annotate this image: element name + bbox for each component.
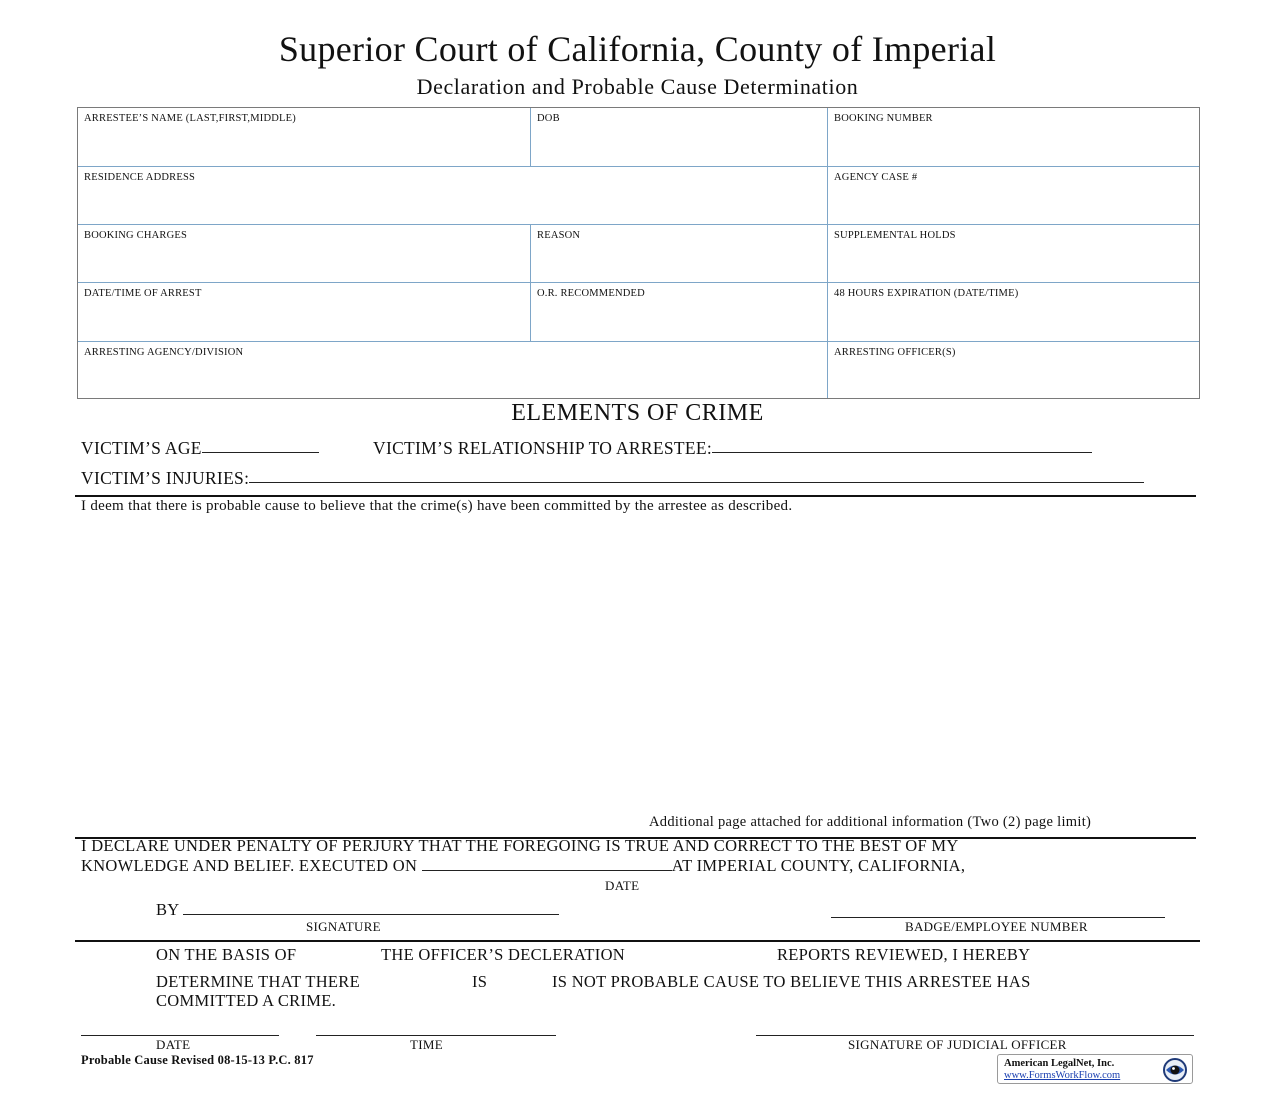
judicial-signature-field[interactable]: [756, 1016, 1198, 1036]
by-row: [156, 900, 559, 920]
arresting-agency-label: ARRESTING AGENCY/DIVISION: [84, 347, 244, 358]
victim-age-row: [81, 438, 319, 459]
victim-injuries-label: VICTIM’S INJURIES:: [81, 468, 250, 488]
judicial-signature-caption: SIGNATURE OF JUDICIAL OFFICER: [848, 1037, 1067, 1052]
date-time-arrest-label: DATE/TIME OF ARREST: [84, 288, 202, 299]
date-time-arrest-field[interactable]: [84, 311, 524, 335]
section-divider: [75, 495, 1196, 497]
booking-charges-field[interactable]: [84, 252, 524, 276]
booking-number-field[interactable]: [834, 136, 1193, 160]
arrestee-name-label: ARRESTEE’S NAME (LAST,FIRST,MIDDLE): [84, 113, 296, 124]
is-not-option: IS NOT PROBABLE CAUSE TO BELIEVE THIS ARRESTEE HAS: [552, 972, 1031, 991]
victim-injuries-row: [81, 468, 1144, 489]
booking-number-label: BOOKING NUMBER: [834, 113, 933, 124]
victim-age-blank: [202, 438, 319, 453]
declaration-location: AT IMPERIAL COUNTY, CALIFORNIA,: [671, 856, 966, 875]
supplemental-holds-cell: [828, 225, 1199, 283]
probable-cause-statement: I deem that there is probable cause to believe that the crime(s) have been committed by the arrestee as described.: [81, 498, 793, 514]
judicial-date-field[interactable]: [81, 1016, 283, 1036]
form-subtitle: Declaration and Probable Cause Determination: [416, 74, 859, 99]
victim-age-field[interactable]: [202, 441, 323, 459]
hours-expiration-label: 48 HOURS EXPIRATION (DATE/TIME): [834, 288, 1019, 299]
declaration-executed-on: KNOWLEDGE AND BELIEF. EXECUTED ON: [81, 856, 418, 875]
declaration-line-1: I DECLARE UNDER PENALTY OF PERJURY THAT THE FOREGOING IS TRUE AND CORRECT TO THE BEST OF MY: [81, 836, 959, 855]
badge-number-field[interactable]: [831, 900, 1169, 918]
logo-url-link[interactable]: www.FormsWorkFlow.com: [1004, 1070, 1121, 1081]
arresting-agency-cell: [78, 342, 828, 398]
victim-relationship-field[interactable]: [712, 441, 1096, 459]
legalnet-logo: [997, 1054, 1193, 1084]
arresting-officers-cell: [828, 342, 1199, 398]
executed-date-blank: [422, 856, 672, 871]
booking-charges-cell: [78, 225, 531, 283]
officer-signature-field[interactable]: [183, 902, 563, 920]
officer-signature-blank: [183, 900, 559, 915]
agency-case-cell: [828, 167, 1199, 225]
arresting-officers-label: ARRESTING OFFICER(S): [834, 347, 956, 358]
victim-injuries-field[interactable]: [249, 471, 1148, 489]
arrestee-name-field[interactable]: [84, 136, 524, 160]
victim-relationship-row: [373, 438, 1092, 459]
badge-caption: BADGE/EMPLOYEE NUMBER: [905, 919, 1088, 934]
reports-reviewed-option: REPORTS REVIEWED, I HEREBY: [777, 945, 1031, 964]
victim-age-label: VICTIM’S AGE: [81, 438, 202, 458]
narrative-textarea[interactable]: [80, 522, 1196, 816]
determine-label: DETERMINE THAT THERE: [156, 972, 360, 991]
globe-icon: [1162, 1057, 1188, 1083]
court-title: Superior Court of California, County of Imperial: [278, 29, 997, 69]
residence-address-label: RESIDENCE ADDRESS: [84, 172, 196, 183]
arresting-officers-field[interactable]: [834, 368, 1193, 392]
executed-date-caption: DATE: [605, 878, 640, 893]
or-recommended-field[interactable]: [537, 311, 821, 335]
arresting-agency-field[interactable]: [84, 368, 821, 392]
hours-expiration-cell: [828, 283, 1199, 342]
residence-address-cell: [78, 167, 828, 225]
supplemental-holds-label: SUPPLEMENTAL HOLDS: [834, 230, 956, 241]
judicial-date-caption: DATE: [156, 1037, 191, 1052]
booking-number-cell: [828, 108, 1199, 167]
supplemental-holds-field[interactable]: [834, 252, 1193, 276]
booking-charges-label: BOOKING CHARGES: [84, 230, 188, 241]
victim-relationship-blank: [712, 438, 1092, 453]
reason-label: REASON: [537, 230, 581, 241]
elements-of-crime-heading: ELEMENTS OF CRIME: [511, 400, 764, 426]
on-basis-label: ON THE BASIS OF: [156, 945, 297, 964]
officers-declaration-option: THE OFFICER’S DECLERATION: [381, 945, 626, 964]
declaration-line-2: [81, 856, 965, 876]
is-option: IS: [472, 972, 488, 991]
signature-caption: SIGNATURE: [306, 919, 381, 934]
victim-relationship-label: VICTIM’S RELATIONSHIP TO ARRESTEE:: [373, 438, 712, 458]
arrestee-name-cell: [78, 108, 531, 167]
judicial-time-field[interactable]: [316, 1016, 560, 1036]
reason-field[interactable]: [537, 252, 821, 276]
dob-cell: [531, 108, 828, 167]
or-recommended-label: O.R. RECOMMENDED: [537, 288, 645, 299]
executed-date-field[interactable]: [422, 858, 676, 876]
agency-case-field[interactable]: [834, 194, 1193, 218]
agency-case-label: AGENCY CASE #: [834, 172, 918, 183]
or-recommended-cell: [531, 283, 828, 342]
additional-page-note: Additional page attached for additional information (Two (2) page limit): [649, 814, 1092, 830]
hours-expiration-field[interactable]: [834, 311, 1193, 335]
revision-note: Probable Cause Revised 08-15-13 P.C. 817: [81, 1053, 314, 1067]
victim-injuries-blank: [249, 468, 1144, 483]
residence-address-field[interactable]: [84, 194, 821, 218]
determination-divider: [75, 940, 1200, 942]
arrestee-info-grid: [77, 107, 1200, 399]
date-time-arrest-cell: [78, 283, 531, 342]
badge-number-blank: [831, 900, 1165, 918]
judicial-time-caption: TIME: [410, 1037, 443, 1052]
logo-company-name: American LegalNet, Inc.: [1004, 1058, 1115, 1069]
reason-cell: [531, 225, 828, 283]
dob-label: DOB: [537, 113, 560, 124]
dob-field[interactable]: [537, 136, 821, 160]
by-label: BY: [156, 900, 179, 919]
committed-crime-text: COMMITTED A CRIME.: [156, 991, 337, 1010]
